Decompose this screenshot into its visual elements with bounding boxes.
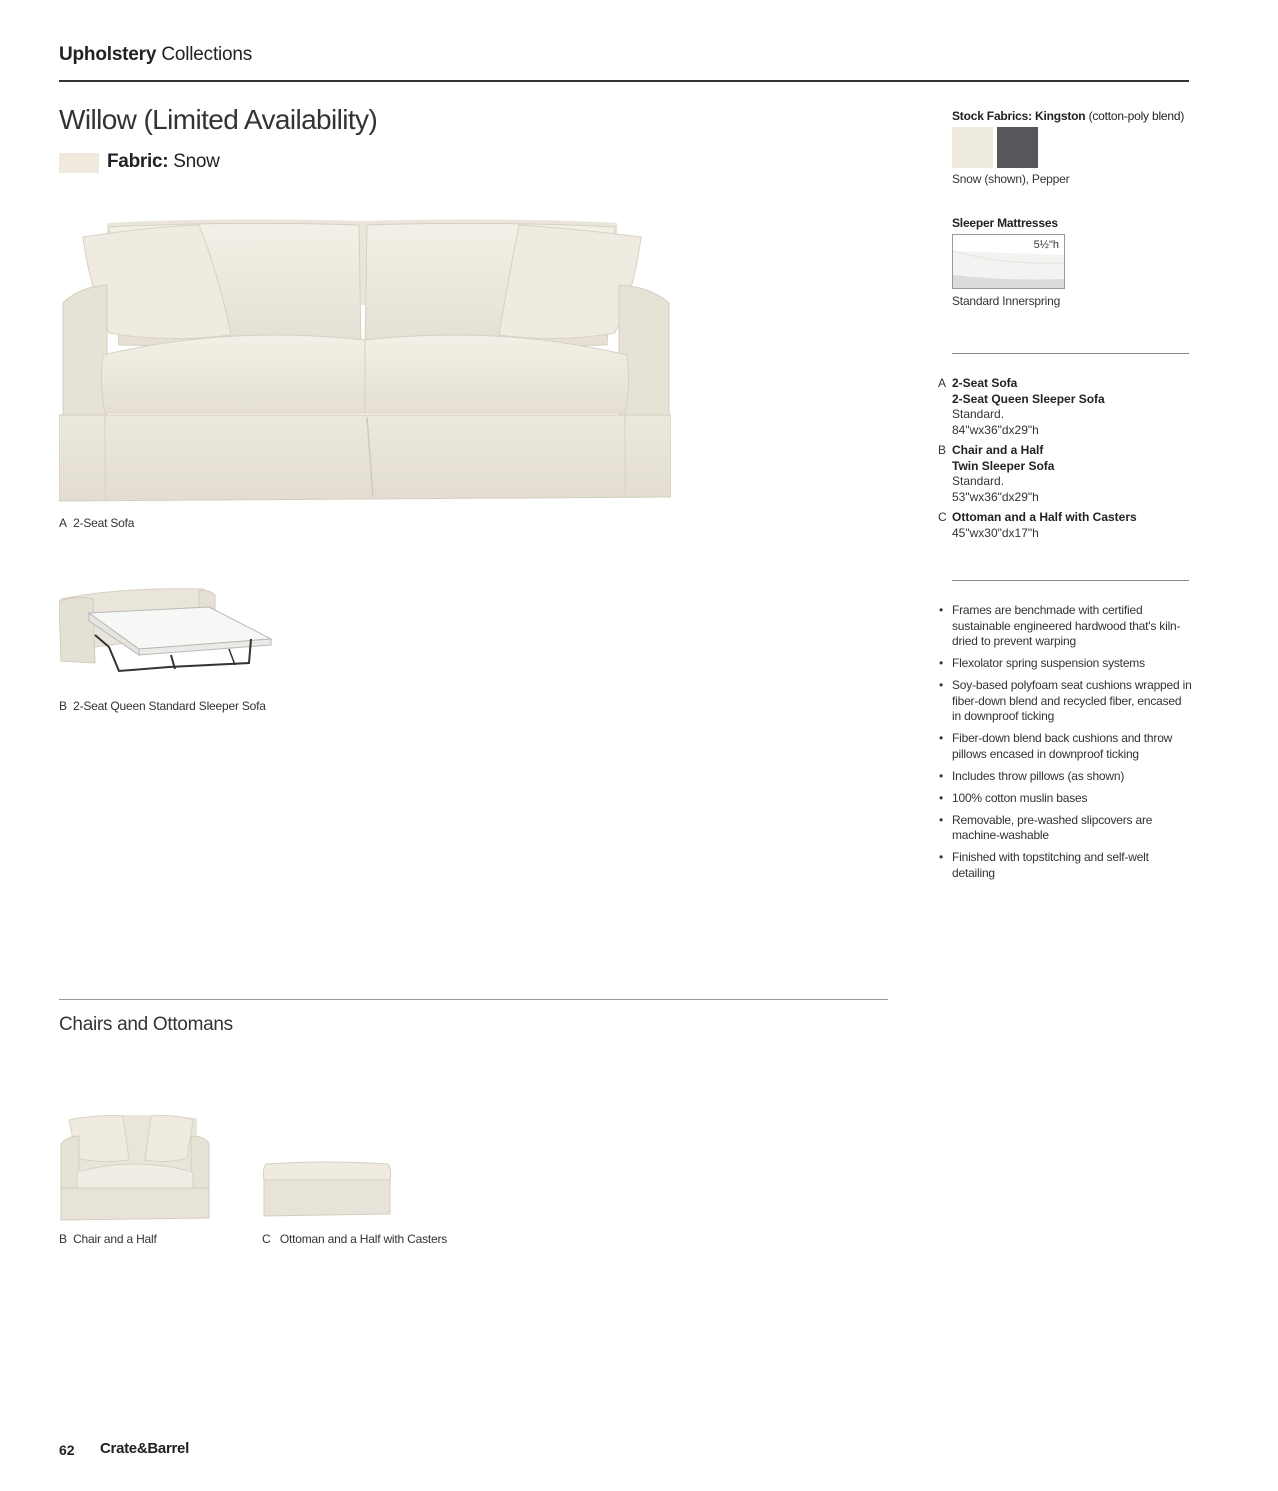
sofa-a-caption-letter: A [59, 516, 67, 530]
stock-fabrics-title-rest: (cotton-poly blend) [1088, 109, 1185, 123]
header-section-rest: Collections [161, 44, 253, 65]
header-section-bold: Upholstery [59, 44, 157, 65]
spec-item-c [938, 510, 1198, 541]
mattress-height-label: 5½"h [1033, 239, 1059, 251]
feature-item: • Soy-based polyfoam seat cushions wrapped in fiber-down blend and recycled fiber, encased in downproof ticking [939, 678, 1192, 723]
spec-b-dims: 53"wx36"dx29"h [952, 489, 1039, 504]
sidebar-divider-2 [952, 580, 1189, 581]
section-title-chairs: Chairs and Ottomans [59, 1014, 233, 1035]
feature-text: Includes throw pillows (as shown) [952, 768, 1125, 783]
fabric-label [107, 151, 220, 173]
swatch-pepper [997, 127, 1038, 168]
feature-text: 100% cotton muslin bases [952, 790, 1088, 805]
section-divider [59, 999, 888, 1000]
header-divider [59, 80, 1189, 82]
spec-item-a [938, 376, 1198, 438]
feature-item: • Removable, pre-washed slipcovers are machine-washable [939, 812, 1153, 842]
spec-a-dims: 84"wx36"dx29"h [952, 422, 1039, 437]
fabric-label-value: Snow [173, 151, 220, 172]
chair-and-a-half-image [59, 1110, 211, 1222]
chair-b-caption-letter: B [59, 1232, 67, 1246]
features-list [938, 603, 1193, 888]
spec-item-b [938, 443, 1198, 505]
spec-c-letter: C [938, 510, 947, 524]
page-number: 62 [59, 1442, 75, 1458]
spec-a-detail: Standard. [952, 407, 1005, 421]
feature-item: • Flexolator spring suspension systems [939, 656, 1145, 670]
mattress-caption: Standard Innerspring [952, 294, 1061, 308]
feature-item: • Frames are benchmade with certified sustainable engineered hardwood that's kiln-dried to prevent warping [939, 603, 1181, 648]
ottoman-c-caption-text: Ottoman and a Half with Casters [279, 1232, 448, 1246]
spec-a-letter: A [938, 376, 947, 390]
feature-text: Soy-based polyfoam seat cushions wrapped in fiber-down blend and recycled fiber, encased in downproof ticking [952, 678, 1192, 723]
feature-item: • 100% cotton muslin bases [939, 790, 1088, 805]
spec-b-name-2: Twin Sleeper Sofa [952, 458, 1055, 473]
spec-b-detail: Standard. [952, 474, 1005, 488]
page-header [59, 44, 252, 66]
spec-a-name-2: 2-Seat Queen Sleeper Sofa [952, 391, 1105, 406]
fabric-label-key: Fabric: [107, 151, 169, 172]
sofa-a-caption [59, 516, 134, 530]
stock-fabrics-title-bold: Stock Fabrics: Kingston [952, 109, 1086, 123]
sidebar-divider-1 [952, 353, 1189, 354]
fabric-swatch [59, 153, 99, 173]
spec-c-name-1: Ottoman and a Half with Casters [952, 510, 1137, 524]
sleeper-mattresses-title: Sleeper Mattresses [952, 216, 1058, 230]
chair-b-caption-text: Chair and a Half [73, 1232, 157, 1246]
sofa-image [59, 215, 671, 505]
feature-text: Finished with topstitching and self-welt detailing [952, 850, 1149, 880]
brand-logo: Crate&Barrel [100, 1440, 189, 1457]
sleeper-b-caption [59, 699, 266, 713]
sleeper-b-caption-letter: B [59, 699, 67, 713]
stock-fabrics-title [952, 109, 1184, 123]
spec-b-letter: B [938, 443, 947, 457]
mattress-image [952, 234, 1065, 289]
ottoman-c-caption-letter: C [262, 1232, 271, 1246]
feature-item: • Fiber-down blend back cushions and throw pillows encased in downproof ticking [939, 731, 1173, 761]
spec-a-name-1: 2-Seat Sofa [952, 376, 1018, 390]
sofa-a-caption-text: 2-Seat Sofa [73, 516, 135, 530]
ottoman-c-caption [262, 1232, 447, 1246]
sleeper-sofa-image [59, 585, 274, 677]
chair-b-caption [59, 1232, 157, 1246]
feature-text: Frames are benchmade with certified sustainable engineered hardwood that's kiln-dried to prevent warping [952, 603, 1181, 648]
feature-item: • Includes throw pillows (as shown) [939, 768, 1125, 783]
sleeper-b-caption-text: 2-Seat Queen Standard Sleeper Sofa [73, 699, 266, 713]
spec-c-dims: 45"wx30"dx17"h [952, 525, 1039, 540]
feature-text: Removable, pre-washed slipcovers are machine-washable [952, 812, 1153, 842]
ottoman-image [262, 1160, 392, 1218]
feature-item: • Finished with topstitching and self-welt detailing [939, 850, 1149, 880]
swatch-caption: Snow (shown), Pepper [952, 172, 1070, 186]
swatch-snow [952, 127, 993, 168]
feature-text: Fiber-down blend back cushions and throw pillows encased in downproof ticking [952, 731, 1173, 761]
page-title: Willow (Limited Availability) [59, 104, 378, 135]
spec-b-name-1: Chair and a Half [952, 443, 1044, 457]
feature-text: Flexolator spring suspension systems [952, 656, 1145, 670]
